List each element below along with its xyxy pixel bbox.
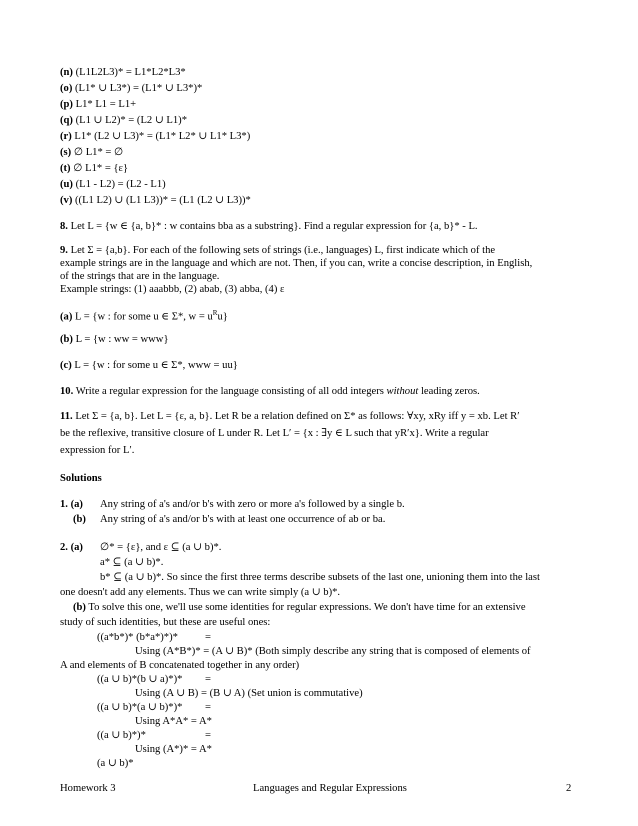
derivation-expr: ((a ∪ b)*(b ∪ a)*)* xyxy=(97,674,183,685)
item-label: (t) xyxy=(60,163,71,174)
derivation-equals: = xyxy=(205,702,211,713)
solution-2a-line-4: one doesn't add any elements. Thus we can write simply (a ∪ b)*. xyxy=(60,587,341,598)
list-item-q xyxy=(60,114,187,127)
list-item-p xyxy=(60,98,136,111)
item-label: (o) xyxy=(60,83,73,94)
derivation-using: Using (A*)* = A* xyxy=(135,744,212,755)
question-11-line-2: be the reflexive, transitive closure of L under R. Let L′ = {x : ∃y ∈ L such that yR′x}. Write a regular xyxy=(60,428,489,439)
question-10 xyxy=(60,385,480,398)
question-11-line-1 xyxy=(60,410,520,423)
question-text: Write a regular expression for the language consisting of all odd integers xyxy=(73,386,387,397)
item-text: (L1 - L2) = (L2 - L1) xyxy=(72,179,166,190)
part-label: (c) xyxy=(60,360,72,371)
derivation-using: Using A*A* = A* xyxy=(135,716,212,727)
item-text: (L1L2L3)* = L1*L2*L3* xyxy=(72,67,186,78)
footer-left: Homework 3 xyxy=(60,783,116,794)
list-item-s xyxy=(60,146,123,159)
part-text: L = {w : for some u ∈ Σ*, www = uu} xyxy=(71,360,238,371)
solution-2b-line-1 xyxy=(73,601,526,614)
solution-1b-text: Any string of a's and/or b's with at least one occurrence of ab or ba. xyxy=(100,514,386,525)
question-9a xyxy=(60,307,228,324)
derivation-equals: = xyxy=(205,730,211,741)
solution-2b-line-2: study of such identities, but these are useful ones: xyxy=(60,617,271,628)
derivation-continuation: A and elements of B concatenated together in any order) xyxy=(60,660,300,671)
question-9c xyxy=(60,359,238,372)
footer-center: Languages and Regular Expressions xyxy=(253,783,407,794)
item-label: (r) xyxy=(60,131,72,142)
list-item-r xyxy=(60,130,250,143)
item-label: (s) xyxy=(60,147,72,158)
item-label: (n) xyxy=(60,67,73,78)
item-label: (q) xyxy=(60,115,73,126)
question-9-line-3: of the strings that are in the language. xyxy=(60,271,220,282)
derivation-expr: ((a ∪ b)*)* xyxy=(97,730,146,741)
superscript: R xyxy=(212,309,218,317)
solution-1b-label xyxy=(73,513,86,526)
solution-2a xyxy=(60,541,83,554)
question-11-line-3: expression for L′. xyxy=(60,445,135,456)
question-number: 8. xyxy=(60,221,68,232)
derivation-using: Using (A*B*)* = (A ∪ B)* (Both simply describe any string that is composed of elements of xyxy=(135,646,531,657)
emphasis-text: without xyxy=(386,386,419,397)
question-9-line-2: example strings are in the language and which are not. Then, if you can, write a concise description, in English, xyxy=(60,258,533,269)
solutions-heading: Solutions xyxy=(60,473,102,484)
solution-2a-line-3: b* ⊆ (a ∪ b)*. So since the first three terms describe subsets of the last one, unioning them into the last xyxy=(100,572,540,583)
question-text: Let Σ = {a, b}. Let L = {ε, a, b}. Let R be a relation defined on Σ* as follows: ∀xy, xRy iff y = xb. Let R′ xyxy=(72,411,520,422)
solution-label: (b) xyxy=(73,602,86,613)
question-9-line-4: Example strings: (1) aaabbb, (2) abab, (3) abba, (4) ε xyxy=(60,284,285,295)
question-number: 10. xyxy=(60,386,74,397)
page-number: 2 xyxy=(566,783,572,794)
part-text: L = {w : for some u ∈ Σ*, w = u xyxy=(72,311,213,323)
item-text: ∅ L1* = {ε} xyxy=(70,163,129,174)
part-label: (b) xyxy=(60,334,73,345)
question-text: Let Σ = {a,b}. For each of the following sets of strings (i.e., languages) L, first indicate which of the xyxy=(67,245,496,256)
question-9-line-1 xyxy=(60,244,495,257)
item-label: (u) xyxy=(60,179,73,190)
list-item-t xyxy=(60,162,128,175)
item-text: L1* (L2 ∪ L3)* = (L1* L2* ∪ L1* L3*) xyxy=(71,131,251,142)
part-text-end: u} xyxy=(217,311,228,323)
derivation-expr: (a ∪ b)* xyxy=(97,758,134,769)
derivation-equals: = xyxy=(205,632,211,643)
solution-2a-line-1: ∅* = {ε}, and ε ⊆ (a ∪ b)*. xyxy=(100,542,222,553)
question-9b xyxy=(60,333,169,346)
solution-label: 1. (a) xyxy=(60,499,83,510)
derivation-expr: ((a ∪ b)*(a ∪ b)*)* xyxy=(97,702,183,713)
item-text: ((L1 L2) ∪ (L1 L3))* = (L1 (L2 ∪ L3))* xyxy=(72,195,251,206)
part-label: (a) xyxy=(60,311,73,323)
solution-text: To solve this one, we'll use some identities for regular expressions. We don't have time for an extensive xyxy=(85,602,526,613)
list-item-v xyxy=(60,194,251,207)
question-text-end: leading zeros. xyxy=(418,386,480,397)
item-label: (v) xyxy=(60,195,73,206)
question-number: 11. xyxy=(60,411,73,422)
list-item-u xyxy=(60,178,166,191)
solution-label: (b) xyxy=(73,514,86,525)
question-number: 9. xyxy=(60,245,68,256)
solution-1a xyxy=(60,498,83,511)
solution-2a-line-2: a* ⊆ (a ∪ b)*. xyxy=(100,557,164,568)
list-item-n xyxy=(60,66,186,79)
derivation-using: Using (A ∪ B) = (B ∪ A) (Set union is commutative) xyxy=(135,688,363,699)
derivation-expr: ((a*b*)* (b*a*)*)* xyxy=(97,632,178,643)
item-label: (p) xyxy=(60,99,73,110)
solution-label: 2. (a) xyxy=(60,542,83,553)
question-8 xyxy=(60,220,478,233)
list-item-o xyxy=(60,82,202,95)
derivation-equals: = xyxy=(205,674,211,685)
item-text: ∅ L1* = ∅ xyxy=(71,147,124,158)
part-text: L = {w : ww = www} xyxy=(72,334,169,345)
solution-1a-text: Any string of a's and/or b's with zero or more a's followed by a single b. xyxy=(100,499,405,510)
item-text: L1* L1 = L1+ xyxy=(72,99,137,110)
item-text: (L1* ∪ L3*) = (L1* ∪ L3*)* xyxy=(72,83,203,94)
question-text: Let L = {w ∈ {a, b}* : w contains bba as a substring}. Find a regular expression for {a, b}* - L. xyxy=(67,221,478,232)
item-text: (L1 ∪ L2)* = (L2 ∪ L1)* xyxy=(72,115,187,126)
